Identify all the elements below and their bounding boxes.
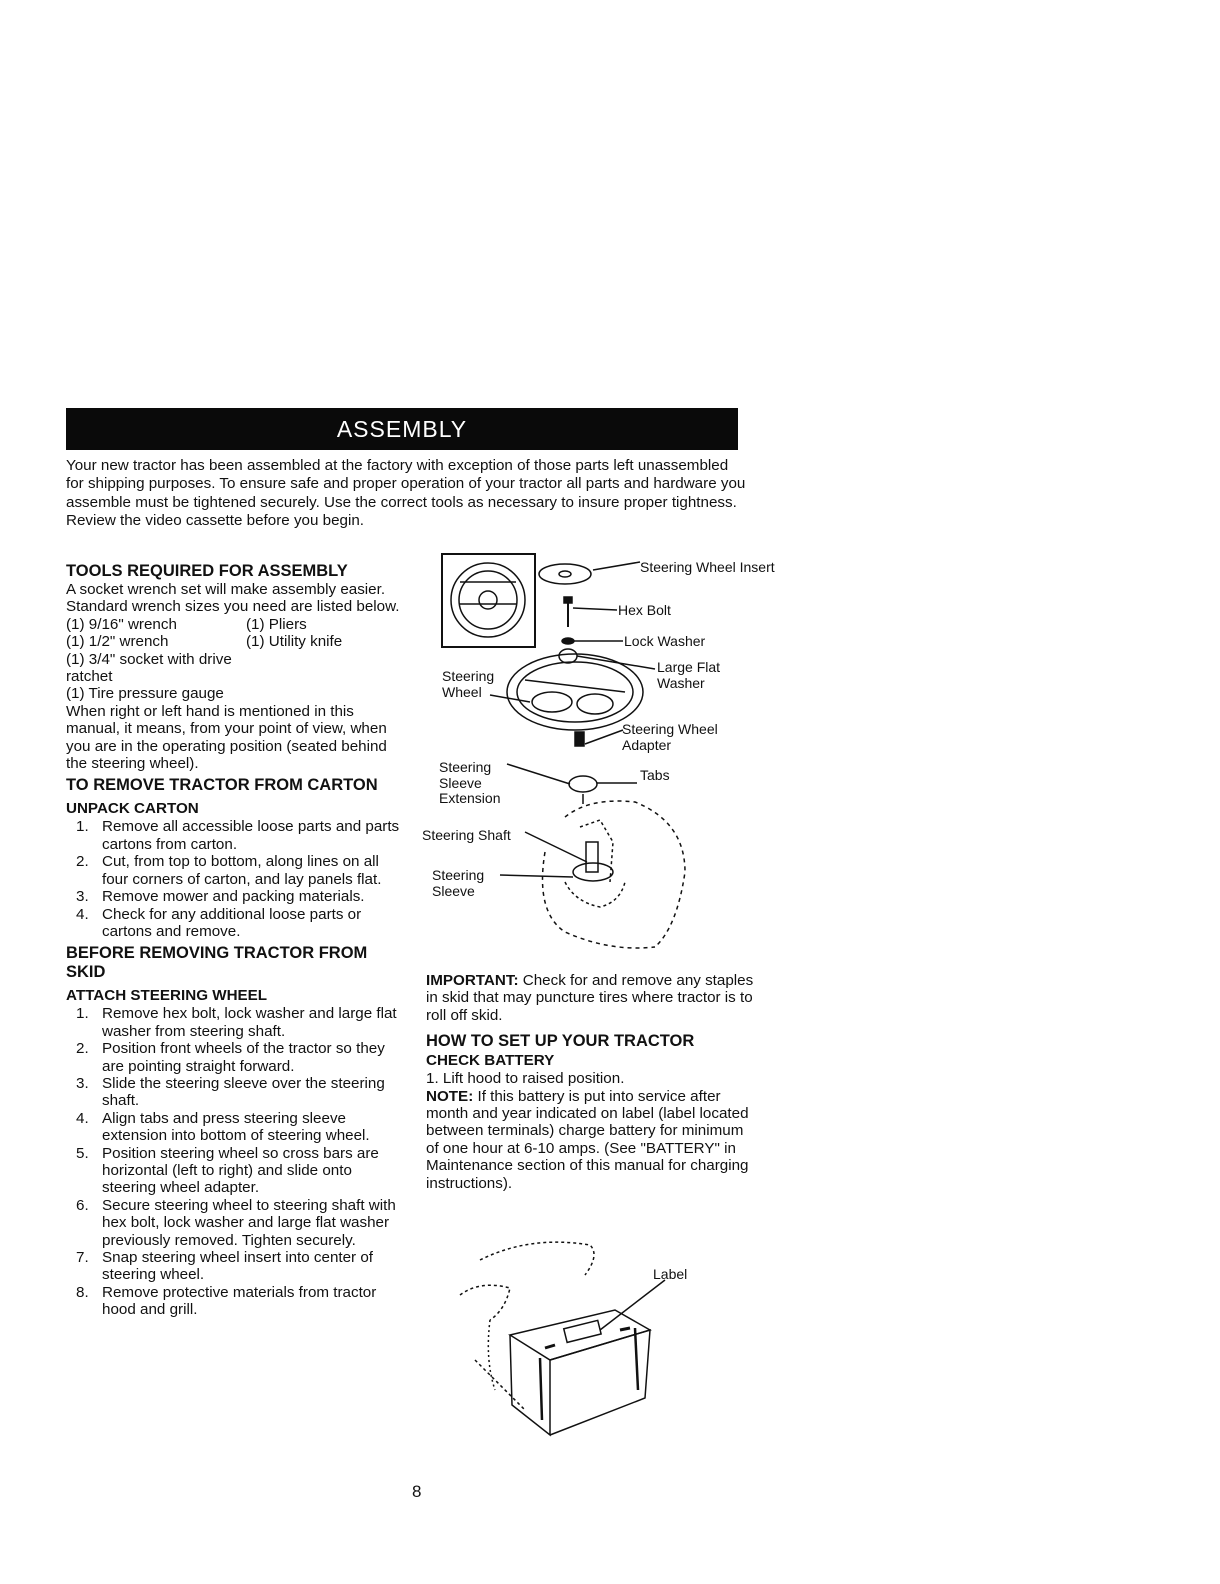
page-title: ASSEMBLY (336, 416, 468, 442)
important-note: IMPORTANT: Check for and remove any staples in skid that may puncture tires where tractor is to roll off skid. (426, 972, 754, 1024)
unpack-subheading: UNPACK CARTON (66, 800, 199, 818)
battery-step: 1. Lift hood to raised position. (426, 1070, 625, 1088)
battery-note: NOTE: If this battery is put into service after month and year indicated on label (label located between terminals) charge battery for minimum of one hour at 6-10 amps. (See "BATTERY" in Maintenance section of this manual for charging instructions). (426, 1087, 749, 1192)
battery-diagram (450, 1230, 710, 1440)
list-item: 6. Secure steering wheel to steering shaft with hex bolt, lock washer and large flat washer previously removed. Tighten securely. (76, 1196, 396, 1249)
label-steering-sleeve: Steering Sleeve (432, 867, 485, 899)
label-tabs: Tabs (640, 767, 670, 783)
list-item: 3. Remove mower and packing materials. (76, 888, 365, 906)
section-banner (66, 408, 738, 450)
right-column (426, 972, 756, 1192)
intro-paragraph: Your new tractor has been assembled at the factory with exception of those parts left unassembled for shipping purposes. To ensure safe and proper operation of your tractor all parts and hardware you assemble must be tightened securely. Use the correct tools as necessary to insure proper tightness. Review the video cassette before you begin. (66, 457, 746, 529)
page-number: 8 (412, 1482, 422, 1501)
label-lock-washer: Lock Washer (624, 633, 706, 649)
list-item: 4. Align tabs and press steering sleeve extension into bottom of steering wheel. (76, 1109, 370, 1145)
left-column (66, 562, 406, 1319)
unpack-steps (66, 818, 406, 940)
tool-item: (1) 9/16" wrench (66, 615, 177, 633)
tool-item: (1) Pliers (246, 615, 307, 633)
label-large-flat-washer: Large Flat Washer (657, 659, 721, 691)
tools-text: A socket wrench set will make assembly easier. Standard wrench sizes you need are listed below. (66, 581, 400, 616)
battery-subheading: CHECK BATTERY (426, 1052, 555, 1070)
list-item: 2. Cut, from top to bottom, along lines on all four corners of carton, and lay panels flat. (76, 853, 382, 888)
label-steering-wheel: Steering Wheel (442, 668, 495, 700)
tool-item: (1) Utility knife (246, 633, 343, 651)
list-item: 2. Position front wheels of the tractor so they are pointing straight forward. (76, 1040, 385, 1075)
label-sleeve-extension: Steering Sleeve Extension (439, 759, 501, 806)
attach-subheading: ATTACH STEERING WHEEL (66, 987, 268, 1005)
list-item: 3. Slide the steering sleeve over the steering shaft. (76, 1074, 385, 1110)
tool-item: (1) 3/4" socket with drive ratchet (66, 650, 232, 686)
label-steering-shaft: Steering Shaft (422, 827, 511, 843)
attach-steps (66, 1005, 406, 1318)
list-item: 4. Check for any additional loose parts or cartons and remove. (76, 905, 362, 940)
label-wheel-adapter: Steering Wheel Adapter (622, 721, 718, 753)
tool-item: (1) Tire pressure gauge (66, 685, 224, 703)
list-item: 7. Snap steering wheel insert into center of steering wheel. (76, 1249, 374, 1284)
before-heading: BEFORE REMOVING TRACTOR FROM SKID (66, 944, 368, 982)
label-wheel-insert: Steering Wheel Insert (640, 559, 775, 575)
tool-item: (1) 1/2" wrench (66, 633, 169, 651)
tools-list (66, 616, 406, 686)
hand-note: When right or left hand is mentioned in this manual, it means, from your point of view, when you are in the operating position (seated behind the steering wheel). (66, 702, 387, 773)
tools-heading: TOOLS REQUIRED FOR ASSEMBLY (66, 562, 348, 580)
list-item: 1. Remove hex bolt, lock washer and large flat washer from steering shaft. (76, 1005, 397, 1040)
list-item: 1. Remove all accessible loose parts and parts cartons from carton. (76, 818, 400, 853)
remove-heading: TO REMOVE TRACTOR FROM CARTON (66, 776, 378, 795)
list-item: 5. Position steering wheel so cross bars are horizontal (left to right) and slide onto steering wheel adapter. (76, 1144, 379, 1197)
list-item: 8. Remove protective materials from tractor hood and grill. (76, 1283, 377, 1319)
label-battery-label: Label (653, 1266, 688, 1282)
setup-heading: HOW TO SET UP YOUR TRACTOR (426, 1032, 695, 1051)
label-hex-bolt: Hex Bolt (618, 602, 671, 618)
